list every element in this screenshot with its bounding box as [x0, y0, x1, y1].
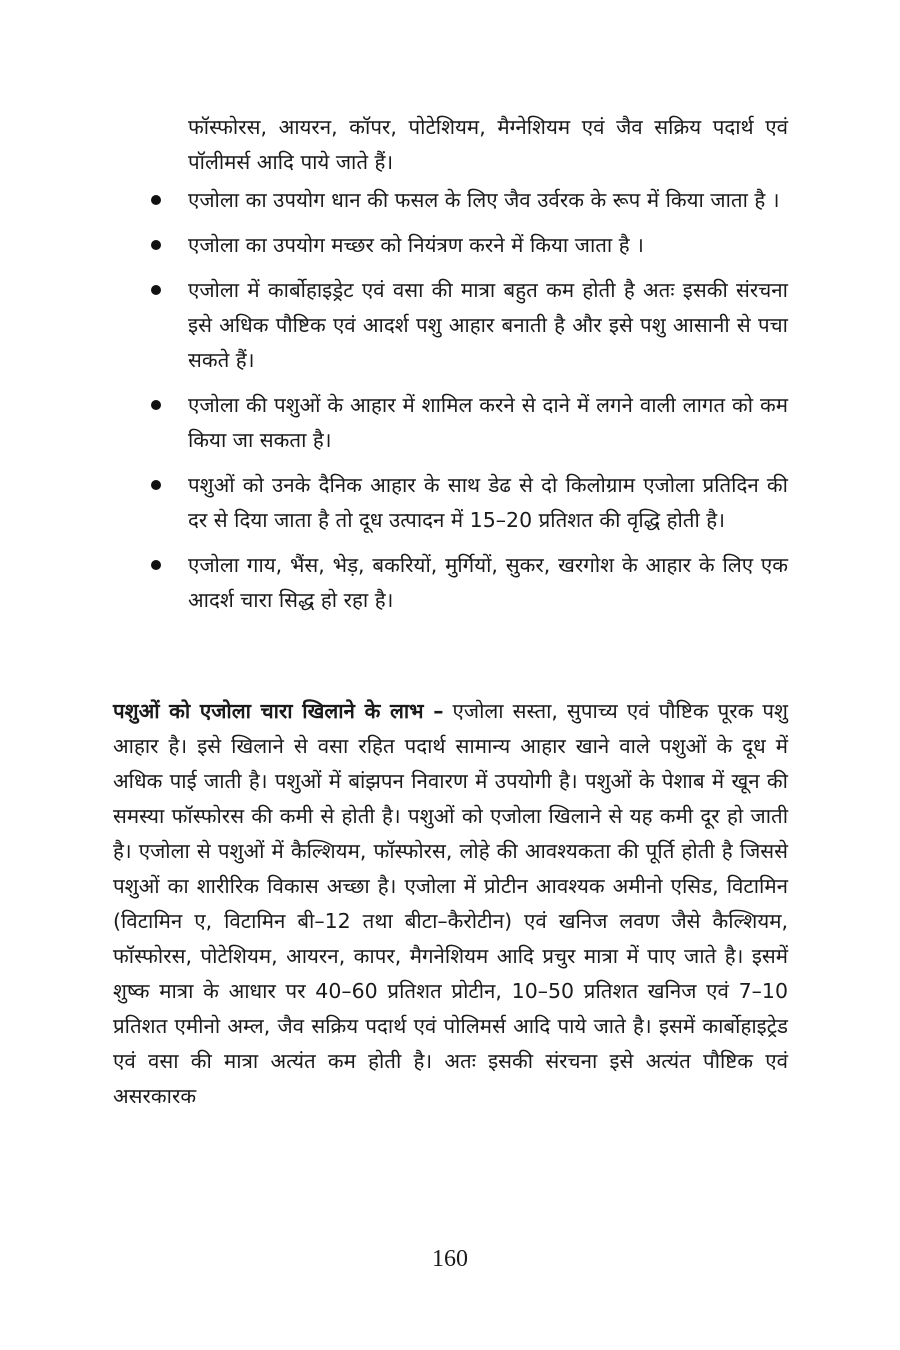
bullet-text: एजोला में कार्बोहाइड्रेट एवं वसा की मात्रा बहुत कम होती है अतः इसकी संरचना इसे अधिक पौष्टिक एवं आदर्श पशु आहार बनाती है और इसे पशु आसानी से पचा सकते हैं।	[188, 278, 788, 372]
section-heading: पशुओं को एजोला चारा खिलाने के लाभ –	[113, 699, 444, 723]
bullet-dot-icon	[151, 285, 161, 295]
bullet-dot-icon	[151, 240, 161, 250]
bullet-item	[0, 388, 900, 458]
benefits-paragraph	[113, 694, 788, 1114]
section-body: एजोला सस्ता, सुपाच्य एवं पौष्टिक पूरक पशु आहार है। इसे खिलाने से वसा रहित पदार्थ सामान्य आहार खाने वाले पशुओं के दूध में अधिक पाई जाती है। पशुओं में बांझपन निवारण में उपयोगी है। पशुओं के पेशाब में खून की समस्या फॉस्फोरस की कमी से होती है। पशुओं को एजोला खिलाने से यह कमी दूर हो जाती है। एजोला से पशुओं में कैल्शियम, फॉस्फोरस, लोहे की आवश्यकता की पूर्ति होती है जिससे पशुओं का शारीरिक विकास अच्छा है। एजोला में प्रोटीन आवश्यक अमीनो एसिड, विटामिन (विटामिन ए, विटामिन बी–12 तथा बीटा–कैरोटीन) एवं खनिज लवण जैसे कैल्शियम, फॉस्फोरस, पोटेशियम, आयरन, कापर, मैगनेशियम आदि प्रचुर मात्रा में पाए जाते है। इसमें शुष्क मात्रा के आधार पर 40–60 प्रतिशत प्रोटीन, 10–50 प्रतिशत खनिज एवं 7–10 प्रतिशत एमीनो अम्ल, जैव सक्रिय पदार्थ एवं पोलिमर्स आदि पाये जाते है। इसमें कार्बोहाइट्रेड एवं वसा की मात्रा अत्यंत कम होती है। अतः इसकी संरचना इसे अत्यंत पौष्टिक एवं असरकारक	[113, 699, 788, 1108]
bullet-dot-icon	[151, 195, 161, 205]
bullet-item	[0, 273, 900, 378]
bullet-dot-icon	[151, 560, 161, 570]
bullet-text: एजोला का उपयोग मच्छर को नियंत्रण करने में किया जाता है ।	[188, 233, 644, 257]
bullet-text: पशुओं को उनके दैनिक आहार के साथ डेढ से दो किलोग्राम एजोला प्रतिदिन की दर से दिया जाता है तो दूध उत्पादन में 15–20 प्रतिशत की वृद्धि होती है।	[188, 473, 788, 532]
bullet-item	[0, 468, 900, 538]
bullet-text: एजोला की पशुओं के आहार में शामिल करने से दाने में लगने वाली लागत को कम किया जा सकता है।	[188, 393, 788, 452]
bullet-item	[0, 183, 900, 218]
continuation-text: फॉस्फोरस, आयरन, कॉपर, पोटेशियम, मैग्नेशियम एवं जैव सक्रिय पदार्थ एवं पॉलीमर्स आदि पाये जाते हैं।	[188, 115, 788, 174]
bullet-list	[0, 183, 900, 628]
bullet-dot-icon	[151, 480, 161, 490]
bullet-item	[0, 228, 900, 263]
bullet-dot-icon	[151, 400, 161, 410]
bullet-text: एजोला का उपयोग धान की फसल के लिए जैव उर्वरक के रूप में किया जाता है ।	[188, 188, 780, 212]
page-number: 160	[432, 1246, 468, 1272]
bullet-text: एजोला गाय, भैंस, भेड़, बकरियों, मुर्गियों, सुकर, खरगोश के आहार के लिए एक आदर्श चारा सिद्ध हो रहा है।	[188, 553, 788, 612]
bullet-item	[0, 548, 900, 618]
